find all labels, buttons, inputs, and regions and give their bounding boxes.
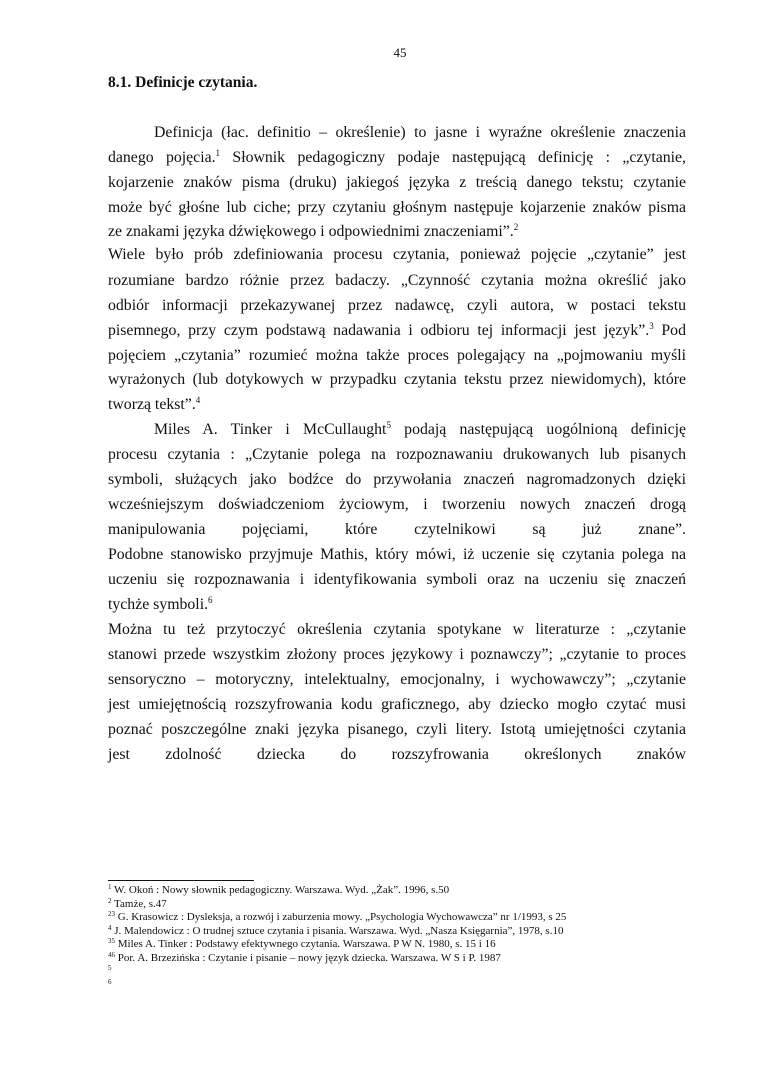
footnote-reference: 4 bbox=[195, 395, 201, 405]
text-line bbox=[108, 520, 686, 540]
text-line bbox=[108, 271, 686, 291]
footnote-mark: 46 bbox=[108, 950, 115, 959]
text-line bbox=[108, 620, 686, 640]
text-segment: ze znakami języka dźwiękowego i odpowiednimi znaczeniami”. bbox=[108, 223, 514, 240]
footnote-text: W. Okoń : Nowy słownik pedagogiczny. Warszawa. Wyd. „Żak”. 1996, s.50 bbox=[111, 884, 450, 896]
text-line bbox=[108, 470, 686, 490]
text-segment: poznać poszczególne znaki języka pisanego, czyli litery. Istotą umiejętności czytania bbox=[108, 721, 686, 738]
text-segment: stanowi przede wszystkim złożony proces językowy i poznawczy”; „czytanie to proces bbox=[108, 646, 686, 663]
text-segment: wcześniejszym doświadczeniom życiowym, i tworzeniu nowych znaczeń drogą bbox=[108, 496, 686, 513]
text-line bbox=[108, 445, 686, 465]
text-line bbox=[108, 570, 686, 590]
text-line bbox=[108, 245, 686, 265]
text-line bbox=[108, 148, 686, 168]
footnote-mark: 1 bbox=[108, 883, 112, 891]
text-line bbox=[108, 198, 686, 218]
text-segment: wyrażonych (lub dotykowych w przypadku czytania tekstu przez niewidomych), które bbox=[108, 371, 686, 388]
text-line bbox=[108, 670, 686, 690]
text-segment: podają następującą uogólnioną definicję bbox=[390, 421, 686, 438]
text-segment: jest umiejętnością rozszyfrowania kodu graficznego, aby dziecko mogło czytać musi bbox=[108, 696, 686, 713]
text-segment: Słownik pedagogiczny podaje następującą definicję : „czytanie, bbox=[220, 149, 686, 166]
text-segment: tychże symboli. bbox=[108, 596, 209, 613]
text-segment: sensoryczno – motoryczny, intelektualny, emocjonalny, i wychowawczy”; „czytanie bbox=[108, 671, 686, 688]
text-segment: pojęciem „czytania” rozumieć można także proces polegający na „pojmowaniu myśli bbox=[108, 347, 686, 364]
text-segment: rozumiane bardzo różnie przez badaczy. „Czynność czytania można określić jako bbox=[108, 272, 686, 289]
footnote bbox=[108, 938, 496, 951]
text-line bbox=[108, 222, 686, 242]
footnote-mark: 4 bbox=[108, 923, 112, 932]
page-number: 45 bbox=[393, 45, 407, 60]
text-segment: Pod bbox=[653, 322, 686, 339]
footnote-text: G. Krasowicz : Dysleksja, a rozwój i zaburzenia mowy. „Psychologia Wychowawcza” nr 1/1993, s 25 bbox=[115, 911, 567, 923]
footnote-reference: 2 bbox=[513, 222, 519, 232]
footnote-separator bbox=[108, 880, 254, 881]
footnote-mark: 6 bbox=[108, 977, 112, 986]
text-line bbox=[108, 545, 686, 565]
footnote-text: J. Malendowicz : O trudnej sztuce czytania i pisania. Warszawa. Wyd. „Nasza Księgarnia”, 1978, s.10 bbox=[111, 924, 564, 937]
text-segment: pisemnego, przy czym podstawą nadawania i odbioru tej informacji jest język”. bbox=[108, 322, 650, 339]
text-segment: symboli, służących jako bodźce do przywołania znaczeń nagromadzonych dzięki bbox=[108, 471, 686, 488]
footnote bbox=[108, 952, 501, 965]
text-segment: uczeniu się rozpoznawania i identyfikowania symboli oraz na uczeniu się znaczeń bbox=[108, 571, 686, 588]
text-line bbox=[108, 720, 686, 740]
text-segment: Można tu też przytoczyć określenia czytania spotykane w literaturze : „czytanie bbox=[108, 621, 686, 638]
footnote bbox=[108, 884, 449, 897]
text-line bbox=[108, 395, 686, 415]
text-line bbox=[108, 495, 686, 515]
text-segment: może być głośne lub ciche; przy czytaniu głośnym następuje kojarzenie znaków pisma bbox=[108, 199, 686, 216]
footnote-reference: 3 bbox=[649, 321, 654, 331]
text-segment: Definicja (łac. definitio – określenie) to jasne i wyraźne określenie znaczenia bbox=[154, 124, 686, 141]
text-line bbox=[108, 123, 686, 143]
footnote bbox=[108, 911, 566, 924]
footnote-mark: 2 bbox=[108, 896, 112, 905]
text-segment: Wiele było prób zdefiniowania procesu czytania, ponieważ pojęcie „czytanie” jest bbox=[108, 246, 686, 263]
footnote-mark: 5 bbox=[108, 964, 112, 972]
text-segment: jest zdolność dziecka do rozszyfrowania określonych znaków bbox=[108, 746, 686, 763]
text-line bbox=[108, 370, 686, 390]
footnote-reference: 5 bbox=[386, 420, 391, 430]
text-line bbox=[108, 296, 686, 316]
footnote-text: Tamże, s.47 bbox=[111, 897, 167, 910]
footnote bbox=[108, 965, 112, 978]
text-line bbox=[108, 645, 686, 665]
footnote-reference: 6 bbox=[208, 595, 213, 605]
text-segment: Miles A. Tinker i McCullaught bbox=[154, 421, 387, 438]
footnote bbox=[108, 979, 112, 992]
section-heading: 8.1. Definicje czytania. bbox=[108, 74, 258, 91]
text-segment: Podobne stanowisko przyjmuje Mathis, który mówi, iż uczenie się czytania polega na bbox=[108, 546, 686, 563]
footnote-reference: 1 bbox=[215, 148, 221, 158]
text-line bbox=[108, 173, 686, 193]
text-line bbox=[108, 595, 686, 615]
text-segment: procesu czytania : „Czytanie polega na rozpoznawaniu drukowanych lub pisanych bbox=[108, 446, 686, 463]
footnote-mark: 35 bbox=[108, 937, 115, 945]
footnote-mark: 23 bbox=[108, 910, 115, 918]
text-segment: tworzą tekst”. bbox=[108, 396, 196, 413]
footnote-text: Miles A. Tinker : Podstawy efektywnego czytania. Warszawa. P W N. 1980, s. 15 i 16 bbox=[115, 938, 496, 950]
text-line bbox=[108, 420, 686, 440]
text-line bbox=[108, 346, 686, 366]
text-segment: kojarzenie znaków pisma (druku) jakiegoś języka z treścią danego tekstu; czytanie bbox=[108, 174, 686, 191]
text-segment: odbiór informacji przekazywanej przez nadawcę, czyli autora, w postaci tekstu bbox=[108, 297, 686, 314]
text-line bbox=[108, 745, 686, 765]
text-segment: danego pojęcia. bbox=[108, 149, 216, 166]
text-line bbox=[108, 695, 686, 715]
footnote bbox=[108, 898, 167, 911]
text-segment: manipulowania pojęciami, które czytelnikowi są już znane”. bbox=[108, 521, 686, 538]
footnote bbox=[108, 925, 563, 938]
text-line bbox=[108, 321, 686, 341]
footnote-text: Por. A. Brzezińska : Czytanie i pisanie – nowy język dziecka. Warszawa. W S i P. 1987 bbox=[115, 951, 501, 964]
